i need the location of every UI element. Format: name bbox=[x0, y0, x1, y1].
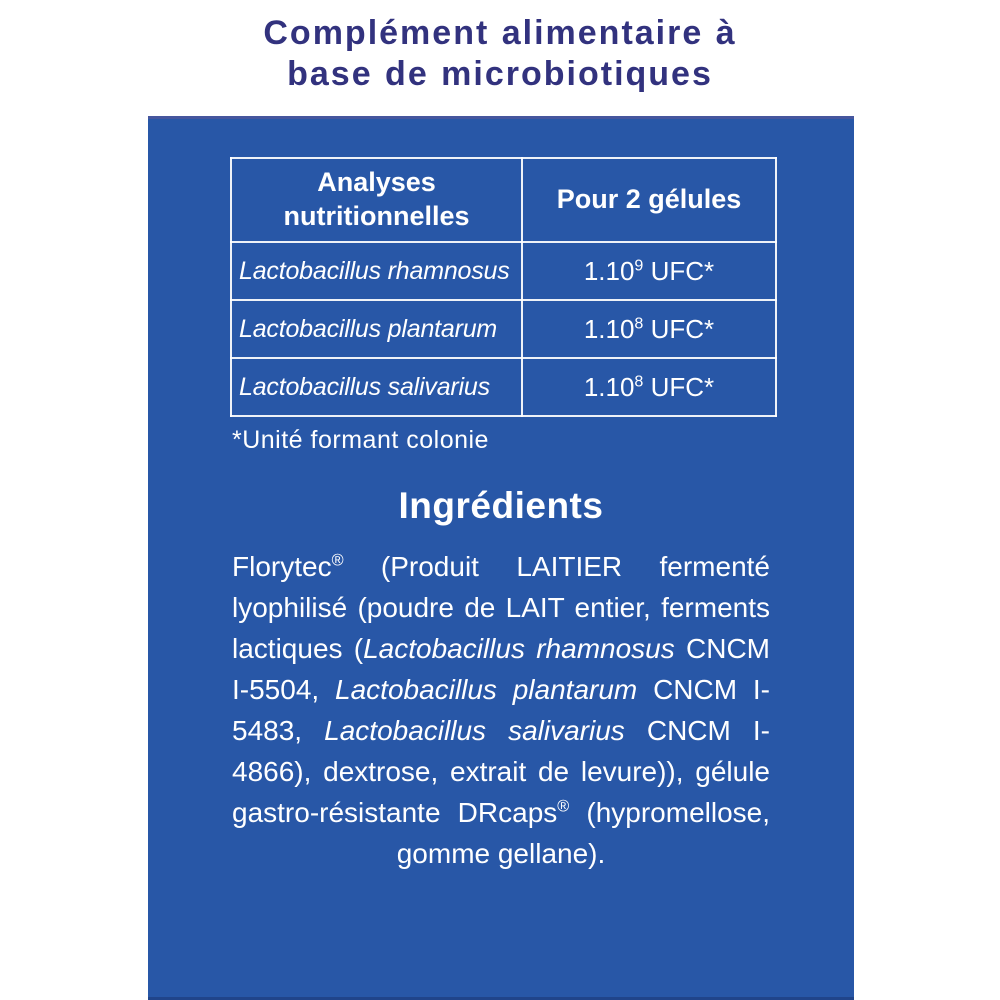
amount-exponent: 9 bbox=[634, 255, 644, 274]
analyses-header-cell: Analyses nutritionnelles bbox=[231, 158, 522, 242]
species-name-cell: Lactobacillus rhamnosus bbox=[231, 242, 522, 300]
table-row bbox=[231, 300, 776, 358]
footnote: *Unité formant colonie bbox=[232, 426, 489, 454]
amount-cell bbox=[522, 358, 776, 416]
species-name-cell: Lactobacillus plantarum bbox=[231, 300, 522, 358]
ingredients-paragraph: Florytec® (Produit LAITIER fermenté lyophilisé (poudre de LAIT entier, ferments lactiques (Lactobacillus rhamnosus CNCM I-5504, Lactobacillus plantarum CNCM I-5483, Lactobacillus salivarius CNCM I-4866), dextrose, extrait de levure)), gélule gastro-résistante DRcaps® (hypromellose, gomme gellane). bbox=[232, 551, 770, 869]
table-header-row bbox=[231, 158, 776, 242]
species-name-cell: Lactobacillus salivarius bbox=[231, 358, 522, 416]
amount-exponent: 8 bbox=[634, 371, 644, 390]
amount-base: 1.10 bbox=[583, 313, 635, 344]
amount-unit: UFC* bbox=[643, 313, 715, 344]
ingredients-heading: Ingrédients bbox=[398, 485, 604, 526]
label-panel bbox=[148, 116, 854, 1000]
amount-unit: UFC* bbox=[643, 371, 715, 402]
dose-header-cell: Pour 2 gélules bbox=[522, 158, 776, 242]
amount-cell bbox=[522, 242, 776, 300]
amount-base: 1.10 bbox=[583, 371, 635, 402]
title-line-1: Complément alimentaire à bbox=[263, 14, 737, 52]
table-row bbox=[231, 242, 776, 300]
amount-unit: UFC* bbox=[643, 255, 715, 286]
page-title bbox=[0, 13, 1000, 95]
amount-cell bbox=[522, 300, 776, 358]
table-row bbox=[231, 358, 776, 416]
title-line-2: base de microbiotiques bbox=[287, 55, 713, 93]
nutrition-table bbox=[230, 157, 777, 417]
amount-base: 1.10 bbox=[583, 255, 635, 286]
amount-exponent: 8 bbox=[634, 313, 644, 332]
